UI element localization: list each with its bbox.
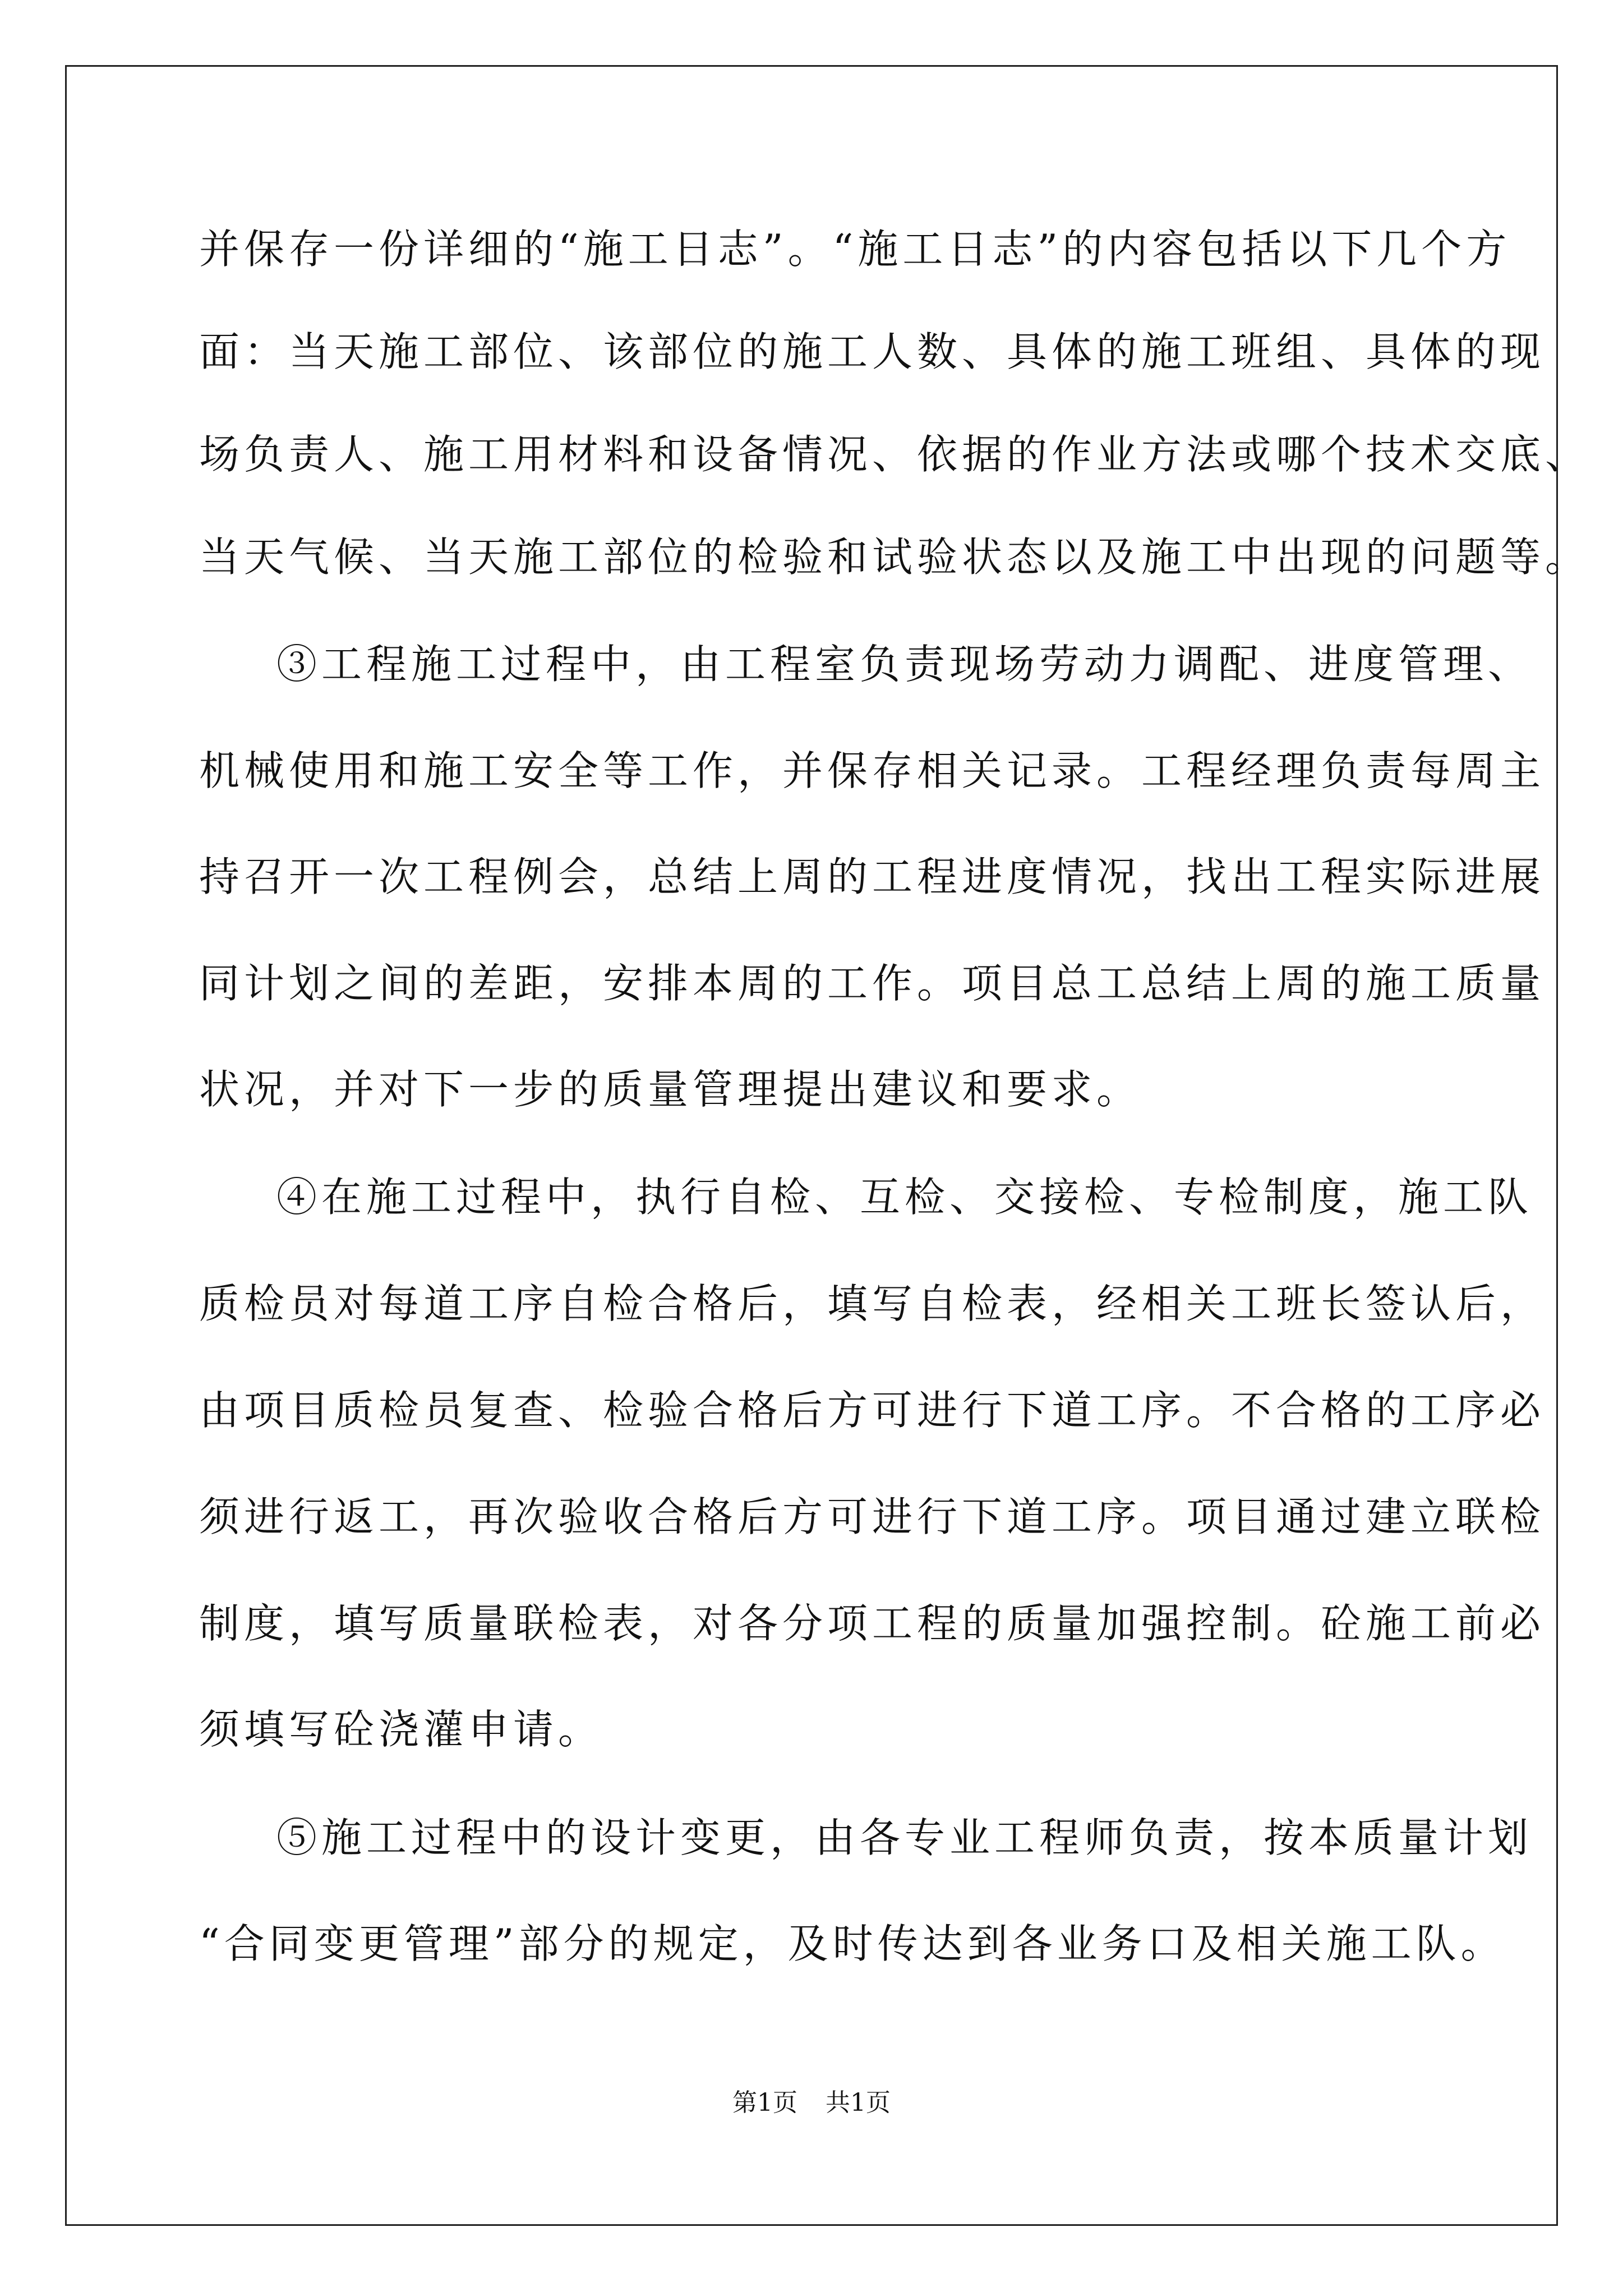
text-line: 由项目质检员复查、检验合格后方可进行下道工序。不合格的工序必 bbox=[199, 1387, 1546, 1434]
text-line: 须填写砼浇灌申请。 bbox=[199, 1706, 603, 1753]
text-line: ④在施工过程中，执行自检、互检、交接检、专检制度，施工队 bbox=[276, 1174, 1533, 1221]
text-line: “合同变更管理”部分的规定，及时传达到各业务口及相关施工队。 bbox=[199, 1920, 1506, 1967]
text-line: 面：当天施工部位、该部位的施工人数、具体的施工班组、具体的现 bbox=[199, 328, 1546, 375]
text-line: 制度，填写质量联检表，对各分项工程的质量加强控制。砼施工前必 bbox=[199, 1600, 1546, 1647]
page-border bbox=[65, 65, 1558, 2226]
text-line: 持召开一次工程例会，总结上周的工程进度情况，找出工程实际进展 bbox=[199, 853, 1546, 900]
text-line: ⑤施工过程中的设计变更，由各专业工程师负责，按本质量计划 bbox=[276, 1814, 1533, 1861]
page-footer bbox=[0, 2088, 1623, 2117]
text-line: 同计划之间的差距，安排本周的工作。项目总工总结上周的施工质量 bbox=[199, 960, 1546, 1007]
page-count: 共1页 bbox=[826, 2088, 891, 2117]
text-line: 当天气候、当天施工部位的检验和试验状态以及施工中出现的问题等。 bbox=[199, 533, 1590, 581]
page-number: 第1页 bbox=[732, 2088, 797, 2117]
text-line: 并保存一份详细的“施工日志”。“施工日志”的内容包括以下几个方 bbox=[199, 226, 1511, 273]
text-line: 状况，并对下一步的质量管理提出建议和要求。 bbox=[199, 1066, 1142, 1113]
text-line: 场负责人、施工用材料和设备情况、依据的作业方法或哪个技术交底、 bbox=[199, 431, 1590, 478]
text-line: 质检员对每道工序自检合格后，填写自检表，经相关工班长签认后， bbox=[199, 1280, 1546, 1327]
text-line: 须进行返工，再次验收合格后方可进行下道工序。项目通过建立联检 bbox=[199, 1493, 1546, 1540]
text-line: ③工程施工过程中，由工程室负责现场劳动力调配、进度管理、 bbox=[276, 641, 1533, 688]
text-line: 机械使用和施工安全等工作，并保存相关记录。工程经理负责每周主 bbox=[199, 747, 1546, 794]
